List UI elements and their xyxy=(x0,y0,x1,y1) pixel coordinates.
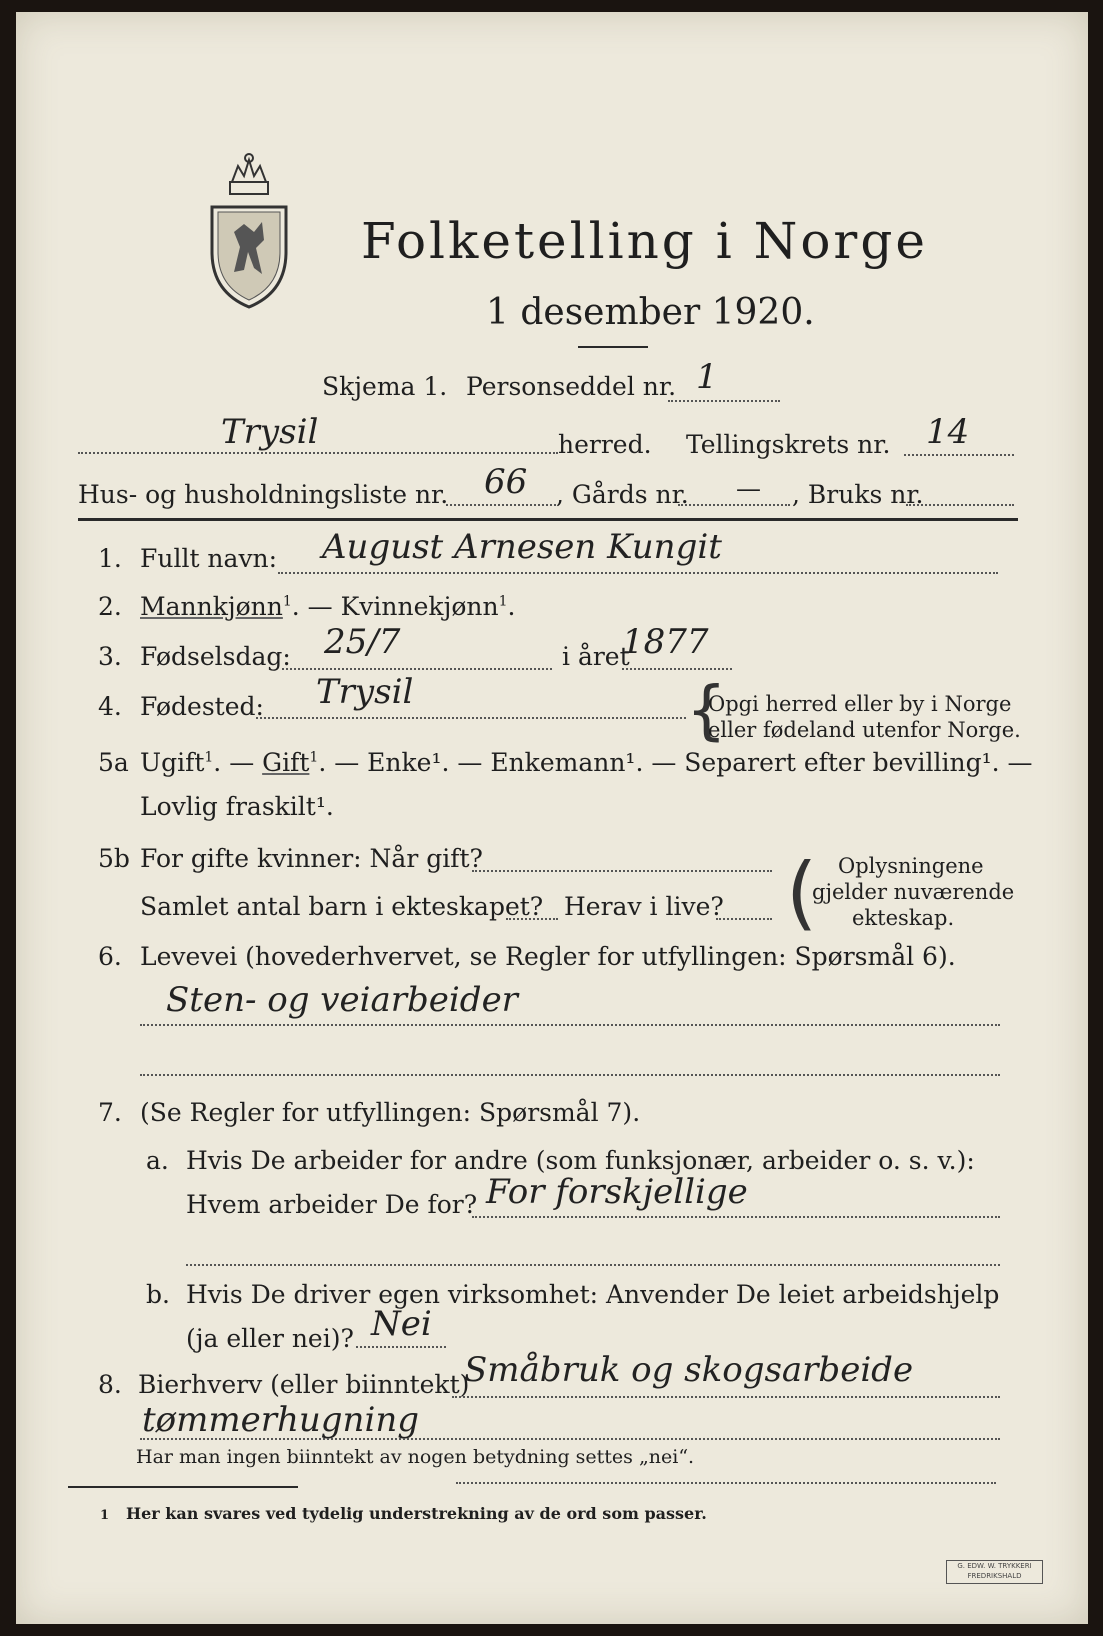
personseddel-label: Personseddel nr. xyxy=(466,372,677,401)
hus-value[interactable]: 66 xyxy=(484,462,528,502)
q7b-letter: b. xyxy=(146,1280,170,1309)
q5b-alive-field-line xyxy=(716,918,772,920)
q7-number: 7. xyxy=(98,1098,122,1127)
q4-field-line xyxy=(256,717,686,719)
q8-label: Bierhverv (eller biinntekt) xyxy=(138,1370,470,1399)
q5a-footnote-mark-gift: 1 xyxy=(309,749,319,766)
q3-field-line xyxy=(282,668,552,670)
q2-period: . xyxy=(507,592,516,621)
q5b-children-label: Samlet antal barn i ekteskapet? xyxy=(140,892,544,921)
birthday-value[interactable]: 25/7 xyxy=(324,622,401,662)
q3-number: 3. xyxy=(98,642,122,671)
census-date: 1 desember 1920. xyxy=(486,292,815,333)
norway-coat-of-arms-icon xyxy=(204,152,294,312)
skjema-label: Skjema 1. xyxy=(322,372,448,401)
q5b-number: 5b xyxy=(98,844,130,873)
q6-field-line-2 xyxy=(140,1074,1000,1076)
gards-field-line xyxy=(678,504,790,506)
side-income-value-1[interactable]: Småbruk og skogsarbeide xyxy=(464,1350,914,1390)
q3-label: Fødselsdag: xyxy=(140,642,291,671)
q6-label: Levevei (hovederhvervet, se Regler for utfyllingen: Spørsmål 6). xyxy=(140,942,956,971)
q7a-field-line-1 xyxy=(472,1216,1000,1218)
hus-field-line xyxy=(446,504,556,506)
q5b-children-field-line xyxy=(506,918,558,920)
title-divider xyxy=(578,346,648,348)
header-separator xyxy=(78,518,1018,521)
option-gift[interactable]: Gift xyxy=(262,748,310,777)
q6-number: 6. xyxy=(98,942,122,971)
gards-label: , Gårds nr. xyxy=(556,480,689,509)
q4-note-line2: eller fødeland utenfor Norge. xyxy=(708,718,1021,742)
q4-label: Fødested: xyxy=(140,692,264,721)
full-name-value[interactable]: August Arnesen Kungit xyxy=(322,527,722,567)
q1-field-line xyxy=(278,572,998,574)
footnote-separator xyxy=(68,1486,298,1488)
herred-label: herred. xyxy=(558,430,652,459)
tellingskrets-value[interactable]: 14 xyxy=(926,412,970,452)
q4-note-brace: { xyxy=(686,674,727,748)
employer-value[interactable]: For forskjellige xyxy=(486,1172,748,1212)
footnote-text: Her kan svares ved tydelig understrekning av de ord som passer. xyxy=(126,1504,707,1523)
q3-year-label: i året xyxy=(562,642,630,671)
q2-footnote-mark-2: 1 xyxy=(498,593,508,610)
q5a-line2[interactable]: Lovlig fraskilt¹. xyxy=(140,792,334,821)
option-ugift[interactable]: Ugift xyxy=(140,748,205,777)
printer-stamp-line1: G. EDW. W. TRYKKERI xyxy=(957,1562,1032,1570)
birth-year-value[interactable]: 1877 xyxy=(622,622,709,662)
birthplace-value[interactable]: Trysil xyxy=(316,672,414,712)
q5b-label: For gifte kvinner: Når gift? xyxy=(140,844,483,873)
q6-field-line-1 xyxy=(140,1024,1000,1026)
q8-field-line-2 xyxy=(140,1438,1000,1440)
printer-stamp-line2: FREDRIKSHALD xyxy=(967,1572,1022,1580)
herred-value[interactable]: Trysil xyxy=(221,412,319,452)
occupation-value[interactable]: Sten- og veiarbeider xyxy=(166,980,518,1020)
q5b-note-line1: Oplysningene xyxy=(838,854,984,878)
side-income-value-2[interactable]: tømmerhugning xyxy=(142,1400,419,1440)
hired-help-value[interactable]: Nei xyxy=(371,1304,432,1344)
q7-label: (Se Regler for utfyllingen: Spørsmål 7). xyxy=(140,1098,641,1127)
herred-field-line xyxy=(78,452,558,454)
q5b-note-line2: gjelder nuværende xyxy=(812,880,1015,904)
q7b-field-line xyxy=(356,1346,446,1348)
q5b-note-line3: ekteskap. xyxy=(852,906,955,930)
q5a-marital-options xyxy=(140,748,1033,777)
q8-field-line-1 xyxy=(452,1396,1000,1398)
hus-label: Hus- og husholdningsliste nr. xyxy=(78,480,449,509)
q7b-label: Hvis De driver egen virksomhet: Anvender De leiet arbeidshjelp xyxy=(186,1280,1000,1309)
q1-label: Fullt navn: xyxy=(140,544,278,573)
q5b-married-field-line xyxy=(472,870,772,872)
q3-year-field-line xyxy=(622,668,732,670)
footnote-mark: 1 xyxy=(100,1508,110,1523)
q5a-other-options[interactable]: . — Enke¹. — Enkemann¹. — Separert efter bevilling¹. — xyxy=(318,748,1033,777)
q7b-question-label: (ja eller nei)? xyxy=(186,1324,354,1353)
q5b-alive-label: Herav i live? xyxy=(564,892,724,921)
q8-field-line-3 xyxy=(456,1482,996,1484)
q5a-separator: . — xyxy=(213,748,263,777)
q2-footnote-mark-1: 1 xyxy=(282,593,292,610)
q5a-footnote-mark: 1 xyxy=(204,749,214,766)
q7a-letter: a. xyxy=(146,1146,169,1175)
q2-number: 2. xyxy=(98,592,122,621)
personseddel-field-line xyxy=(668,400,780,402)
q7a-label: Hvis De arbeider for andre (som funksjonær, arbeider o. s. v.): xyxy=(186,1146,975,1175)
q5a-number: 5a xyxy=(98,748,129,777)
tellingskrets-label: Tellingskrets nr. xyxy=(686,430,891,459)
q8-number: 8. xyxy=(98,1370,122,1399)
tellingskrets-field-line xyxy=(904,454,1014,456)
gards-value[interactable]: — xyxy=(736,474,761,503)
bruks-label: , Bruks nr. xyxy=(792,480,924,509)
option-mannkjonn[interactable]: Mannkjønn xyxy=(140,592,283,621)
option-kvinnekjonn[interactable]: . — Kvinnekjønn xyxy=(291,592,499,621)
q7a-field-line-2 xyxy=(186,1264,1000,1266)
bruks-field-line xyxy=(906,504,1014,506)
q7a-employer-label: Hvem arbeider De for? xyxy=(186,1190,478,1219)
personseddel-value[interactable]: 1 xyxy=(696,357,718,397)
q5b-note-brace: ( xyxy=(786,846,818,939)
form-title: Folketelling i Norge xyxy=(361,212,928,270)
q1-number: 1. xyxy=(98,544,122,573)
q2-gender-options xyxy=(140,592,515,621)
q8-note: Har man ingen biinntekt av nogen betydning settes „nei“. xyxy=(136,1446,695,1468)
printer-stamp xyxy=(946,1560,1043,1584)
census-form-page xyxy=(16,12,1088,1624)
q4-note-line1: Opgi herred eller by i Norge xyxy=(708,692,1012,716)
q4-number: 4. xyxy=(98,692,122,721)
